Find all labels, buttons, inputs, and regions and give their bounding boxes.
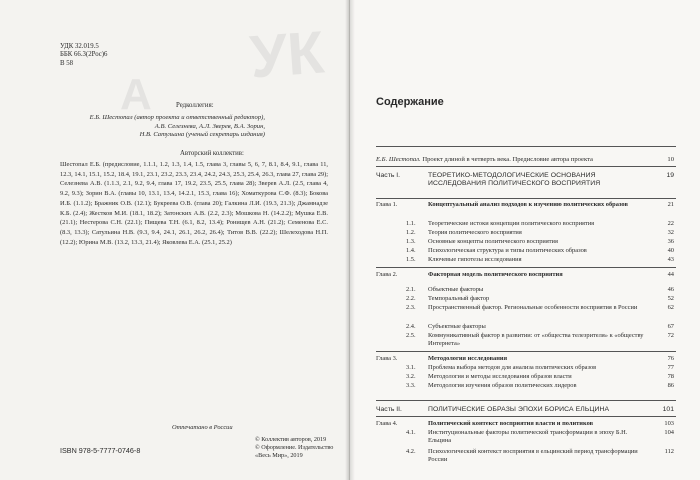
toc-title: Коммуникативный фактор в развитии: от «общества телезрителя» к «обществу Интернета» [428, 332, 644, 347]
toc-number: 4.2. [406, 448, 416, 455]
author-mark-line: В 58 [60, 59, 74, 67]
toc-title: ТЕОРЕТИКО-МЕТОДОЛОГИЧЕСКИЕ ОСНОВАНИЯ ИССЛЕДОВАНИЯ ПОЛИТИЧЕСКОГО ВОСПРИЯТИЯ [428, 172, 601, 187]
show-through-mark: УК [247, 18, 327, 91]
authors-title: Авторский коллектив: [180, 150, 244, 157]
bbk-line: ББК 66.3(2Рос)6 [60, 51, 108, 59]
toc-title: Пространственный фактор. Региональные особенности восприятия в России [428, 304, 638, 311]
udc-block [60, 43, 107, 68]
udc-line: УДК 32.019.5 [60, 43, 99, 50]
toc-title: Субъектные факторы [428, 323, 486, 330]
toc-number: Глава 3. [376, 355, 398, 362]
copyright-line: «Весь Мир», 2019 [255, 452, 303, 460]
divider [376, 267, 676, 268]
toc-page-number: 32 [667, 229, 674, 236]
toc-number: 1.5. [406, 256, 416, 263]
toc-page-number: 44 [667, 271, 674, 278]
toc-page-number: 72 [667, 332, 674, 339]
toc-title: Политический контекст восприятия власти и политиков [428, 420, 594, 427]
editorial-line: Е.Б. Шестопал (автор проекта и ответственный редактор), [89, 114, 265, 121]
toc-title: Объектные факторы [428, 286, 484, 293]
toc-title: Концептуальный анализ подходов к изучению политических образов [428, 201, 628, 208]
copyright-line: © Коллектив авторов, 2019 [255, 436, 327, 443]
toc-number: Глава 4. [376, 420, 398, 427]
toc-number: Часть I. [376, 172, 401, 179]
toc-page-number: 76 [667, 355, 674, 362]
toc-number: 3.1. [406, 364, 416, 371]
toc-title: Методология изучения образов политических лидеров [428, 382, 577, 389]
toc-title: Основные концепты политического восприятия [428, 238, 558, 245]
toc-page-number: 67 [667, 323, 674, 330]
toc-page-number: 78 [667, 373, 674, 380]
right-page [350, 0, 700, 480]
toc-number: 2.1. [406, 286, 416, 293]
toc-page-number: 112 [664, 448, 674, 455]
toc-number: 1.2. [406, 229, 416, 236]
authors-list: Шестопал Е.Б. (предисловие, 1.1.1, 1.2, 1.3, 1.4, 1.5, глава 3, главы 5, 6, 7, 8.1, 8.4, 9.1, глава 11, 12.3, 14.1, 15.1, 15.2, 18.4, 19.1, 23.1, 23.2, 23.3, 23.4, 24.2, 24.3, 25.3, 25.4, 26.3, глава 27, глава 29); Селезнева А.В. (1.1.3, 2.1, 9.2, 9.4, глава 17, 19.2, 23.5, 25.5, глава 28); Зверев А.Л. (2.5, глава 4, 9.2, 9.3); Зорин В.А. (главы 10, 13.1, 13.4, 14.2.1, 15.3, глава 16); Хоматкурова С.Ф. (8.3); Бокова И.Б. (1.1.2); Бражник О.В. (12.1); Букреева О.В. (глава 20); Галкина Л.И. (19.3, 21.3); Джамнадзе К.Б. (2.4); Жестков М.И. (18.1, 18.2); Затонских А.В. (2.2, 2.3); Мошкова Н. (14.2.2); Мушка Е.В. (21.1); Нестерова С.Н. (22.1); Пищева Т.Н. (6.1, 8.2, 13.4); Ронищев А.Н. (21.2); Семенова Е.С. (8.3, 13.3); Сатульина Н.В. (9.3, 9.4, 24.1, 26.1, 26.2, 26.4); Титов В.В. (22.2); Шелеходова Н.П. (12.2); Юрина М.В. (13.2, 13.3, 21.4); Яковлева Е.А. (25.1, 25.2) [60, 161, 328, 246]
toc-number: Часть II. [376, 406, 402, 413]
toc-number: Глава 1. [376, 201, 398, 208]
divider [376, 416, 676, 417]
toc-number: 2.2. [406, 295, 416, 302]
divider [376, 146, 676, 147]
toc-page-number: 40 [667, 247, 674, 254]
toc-page-number: 46 [667, 286, 674, 293]
toc-title: Факторная модель политического восприятия [428, 271, 563, 278]
divider [376, 400, 676, 401]
divider [376, 198, 676, 199]
toc-number: 2.5. [406, 332, 416, 339]
toc-title: Методология и методы исследования образов власти [428, 373, 572, 380]
printed-in: Отпечатано в России [172, 424, 233, 431]
copyright-line: © Оформление. Издательство [255, 444, 334, 452]
toc-page-number: 21 [667, 201, 674, 208]
toc-number: 1.1. [406, 220, 416, 227]
toc-title: Методология исследования [428, 355, 508, 362]
toc-number: 3.2. [406, 373, 416, 380]
toc-page-number: 104 [664, 429, 674, 436]
toc-title: Темпоральный фактор [428, 295, 490, 302]
toc-title: Психологический контекст восприятия в ельцинский период трансформации России [428, 448, 638, 463]
toc-number: 2.3. [406, 304, 416, 311]
editorial-line: Н.В. Сатульина (ученый секретарь издания) [139, 131, 265, 139]
toc-title: Теория политического восприятия [428, 229, 522, 236]
toc-intro[interactable] [376, 156, 674, 164]
toc-title: Психологическая структура и типы политических образов [428, 247, 587, 254]
divider [376, 351, 676, 352]
divider [376, 166, 676, 167]
toc-number: Глава 2. [376, 271, 398, 278]
isbn: ISBN 978-5-7777-0746-8 [60, 446, 141, 455]
toc-page-number: 101 [662, 406, 674, 413]
toc-number: 1.3. [406, 238, 416, 245]
left-page [0, 0, 349, 480]
toc-number: 1.4. [406, 247, 416, 254]
toc-number: 3.3. [406, 382, 416, 389]
show-through-mark: А [120, 70, 152, 119]
toc-page-number: 86 [667, 382, 674, 389]
copyright-block [255, 436, 333, 461]
contents-title: Содержание [376, 96, 444, 108]
book-gutter [345, 0, 355, 480]
editorial-board-list [90, 114, 265, 140]
toc-number: 4.1. [406, 429, 416, 436]
toc-title: ПОЛИТИЧЕСКИЕ ОБРАЗЫ ЭПОХИ БОРИСА ЕЛЬЦИНА [428, 406, 610, 413]
toc-title: Теоретические истоки концепции политического восприятия [428, 220, 595, 227]
toc-page-number: 62 [667, 304, 674, 311]
toc-title: Институциональные факторы политической трансформации в эпоху Б.Н. Ельцина [428, 429, 628, 444]
editorial-board-title: Редколлегия: [176, 102, 214, 109]
toc-page-number: 52 [667, 295, 674, 302]
toc-page-number: 10 [667, 156, 674, 163]
toc-title: Ключевые гипотезы исследования [428, 256, 522, 263]
toc-page-number: 19 [666, 172, 674, 179]
toc-page-number: 103 [664, 420, 674, 427]
intro-text: Проект длиной в четверть века. Предисловие автора проекта [420, 156, 593, 163]
toc-page-number: 22 [667, 220, 674, 227]
toc-number: 2.4. [406, 323, 416, 330]
toc-title: Проблема выбора методов для анализа политических образов [428, 364, 597, 371]
toc-page-number: 43 [667, 256, 674, 263]
editorial-line: А.В. Селезнева, А.Л. Зверев, В.А. Зорин, [154, 122, 265, 130]
intro-author: Е.Б. Шестопал. [376, 156, 421, 163]
toc-page-number: 36 [667, 238, 674, 245]
toc-page-number: 77 [667, 364, 674, 371]
